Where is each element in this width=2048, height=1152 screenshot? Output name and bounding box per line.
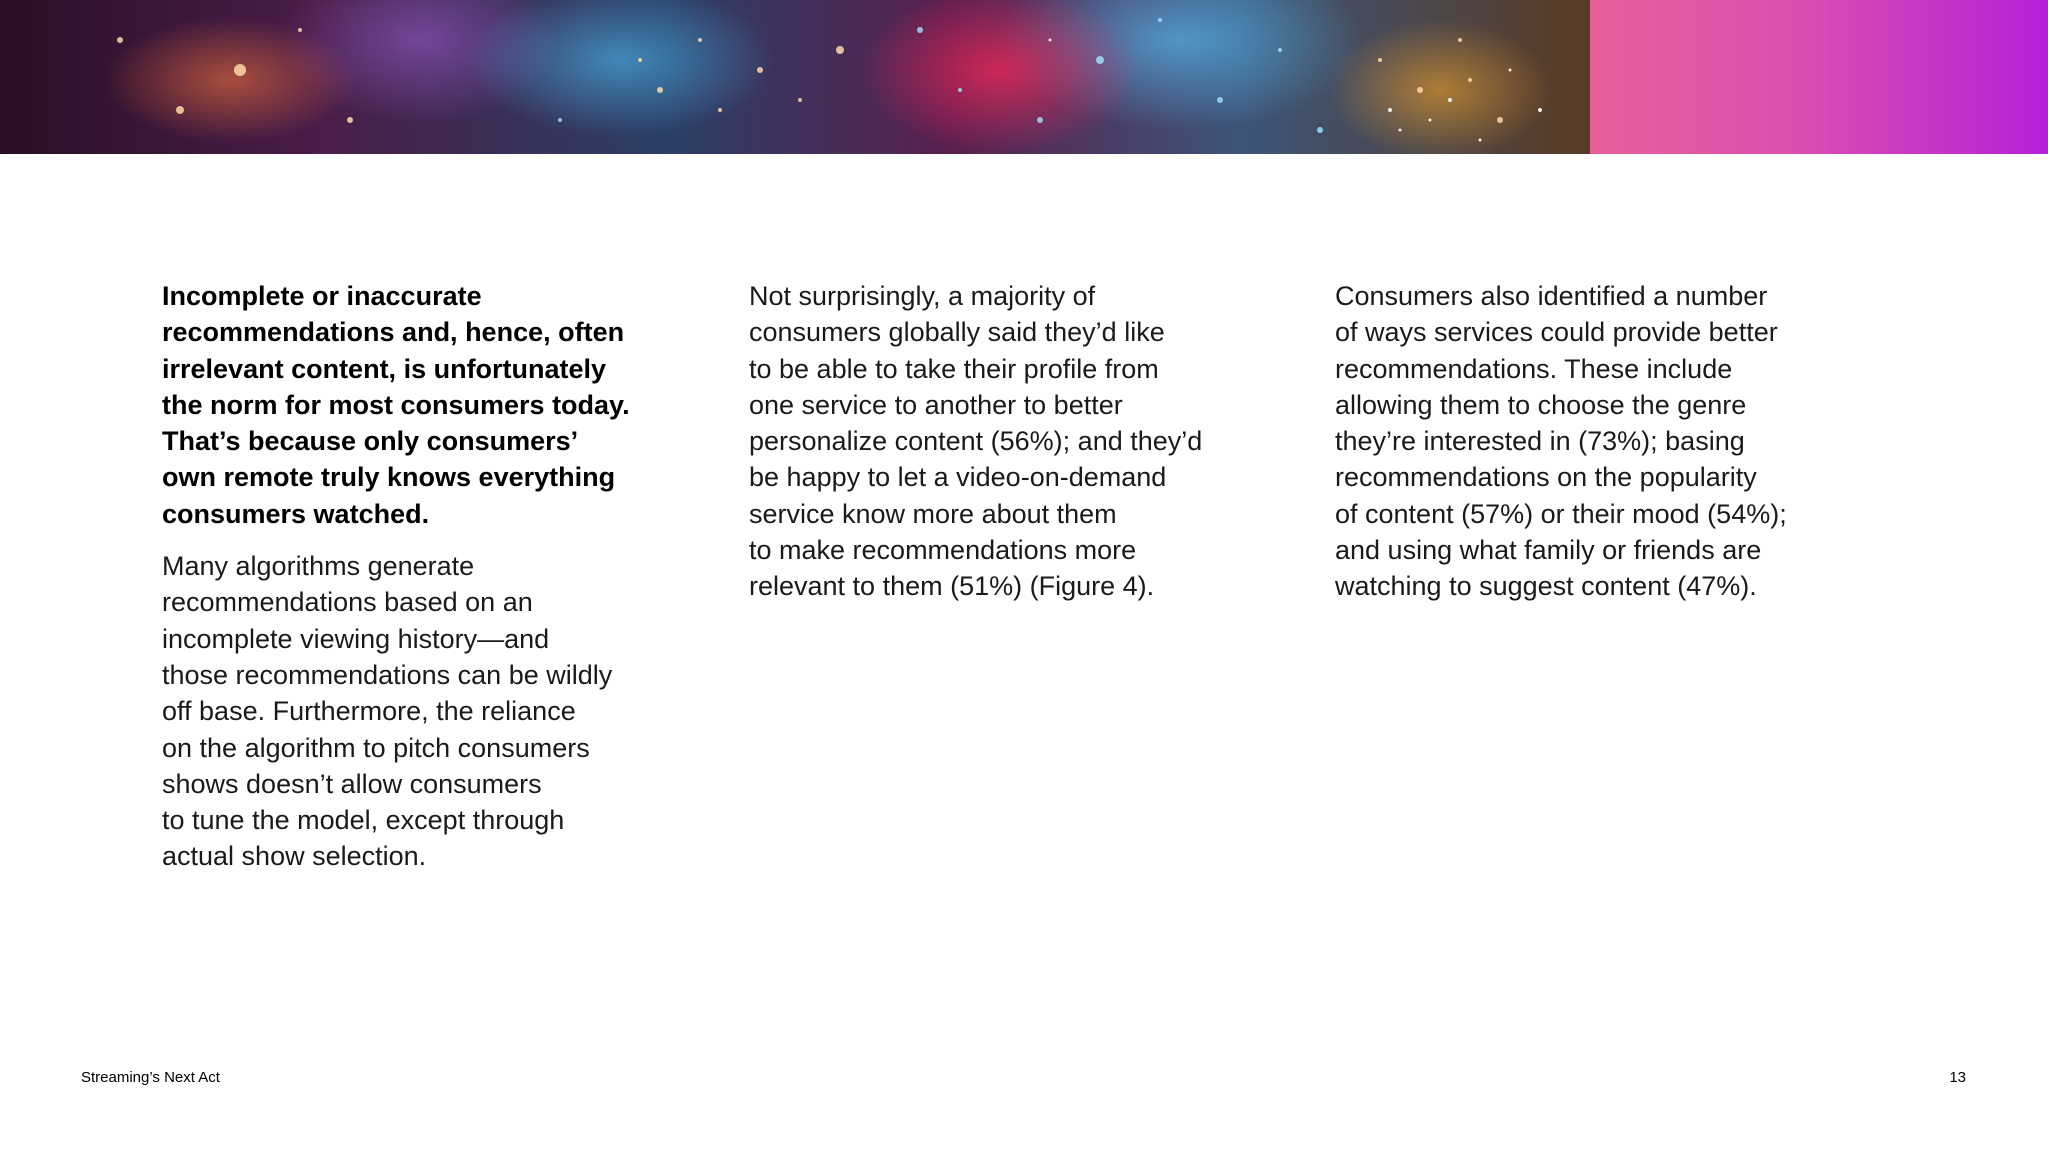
body-paragraph [162, 548, 662, 875]
body-paragraph [749, 278, 1249, 605]
body-line: and using what family or friends are [1335, 535, 1762, 566]
lead-line: Incomplete or inaccurate [162, 281, 482, 311]
header-bokeh-image [0, 0, 1590, 154]
body-line: recommendations. These include [1335, 353, 1733, 384]
body-line: one service to another to better [749, 389, 1123, 420]
body-line: recommendations on the popularity [1335, 462, 1757, 493]
bokeh-particles [0, 0, 1590, 154]
body-paragraph [1335, 278, 1835, 605]
body-line: Many algorithms generate [162, 551, 475, 582]
body-line: of ways services could provide better [1335, 317, 1778, 348]
body-line: personalize content (56%); and they’d [749, 426, 1203, 457]
body-line: Not surprisingly, a majority of [749, 281, 1096, 311]
column-1 [162, 278, 662, 875]
body-line: relevant to them (51%) (Figure 4). [749, 571, 1155, 602]
body-line: they’re interested in (73%); basing [1335, 426, 1745, 457]
lead-paragraph [162, 278, 662, 532]
header-gradient-panel [1590, 0, 2048, 154]
body-line: to make recommendations more [749, 535, 1137, 566]
body-line: those recommendations can be wildly [162, 659, 613, 690]
lead-line: That’s because only consumers’ [162, 426, 579, 457]
column-2 [749, 278, 1249, 605]
body-line: service know more about them [749, 498, 1117, 529]
column-3 [1335, 278, 1835, 605]
body-line: on the algorithm to pitch consumers [162, 732, 590, 763]
footer-document-title: Streaming’s Next Act [81, 1069, 220, 1086]
page-number: 13 [1949, 1069, 1966, 1086]
body-line: actual show selection. [162, 841, 427, 872]
body-line: watching to suggest content (47%). [1335, 571, 1757, 602]
body-line: off base. Furthermore, the reliance [162, 696, 576, 727]
lead-line: the norm for most consumers today. [162, 389, 630, 420]
body-line: shows doesn’t allow consumers [162, 768, 542, 799]
body-line: to be able to take their profile from [749, 353, 1159, 384]
lead-line: recommendations and, hence, often [162, 317, 625, 348]
body-line: of content (57%) or their mood (54%); [1335, 498, 1787, 529]
body-line: recommendations based on an [162, 587, 533, 618]
body-line: to tune the model, except through [162, 805, 565, 836]
body-line: be happy to let a video-on-demand [749, 462, 1167, 493]
lead-line: irrelevant content, is unfortunately [162, 353, 607, 384]
body-line: allowing them to choose the genre [1335, 389, 1747, 420]
body-line: incomplete viewing history—and [162, 623, 550, 654]
body-line: consumers globally said they’d like [749, 317, 1165, 348]
lead-line: consumers watched. [162, 498, 430, 529]
body-line: Consumers also identified a number [1335, 281, 1768, 311]
lead-line: own remote truly knows everything [162, 462, 616, 493]
